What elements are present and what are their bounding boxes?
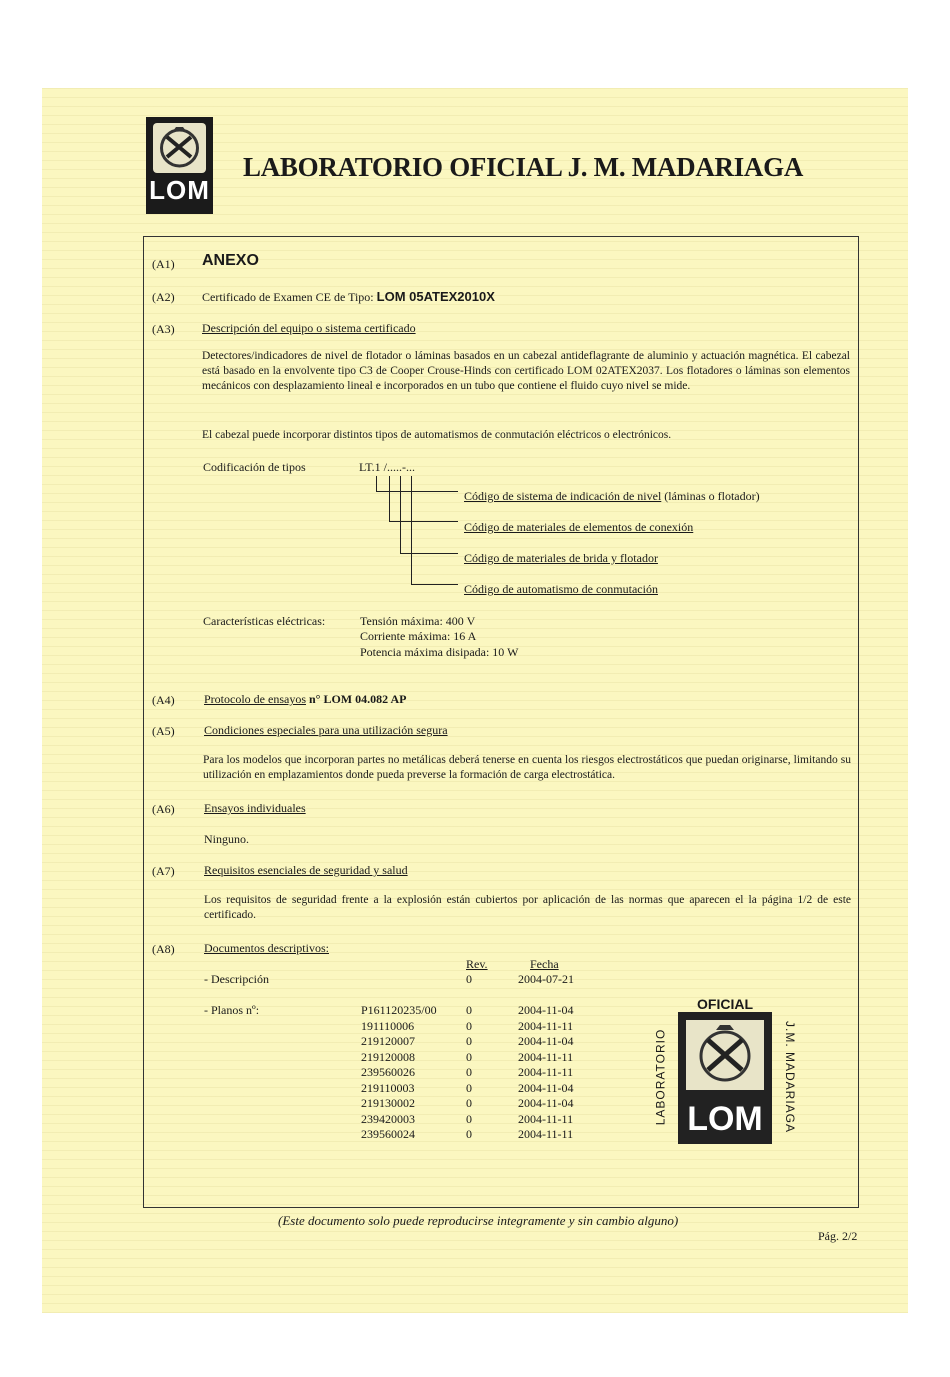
plano-rev: 0 <box>466 1003 472 1017</box>
plano-date: 2004-11-11 <box>518 1127 574 1141</box>
plano-date: 2004-11-04 <box>518 1080 574 1095</box>
official-stamp <box>650 998 800 1148</box>
date-header: Fecha <box>530 957 559 971</box>
electrical-power: Potencia máxima disipada: 10 W <box>360 645 519 659</box>
plano-date: 2004-11-11 <box>518 1065 574 1079</box>
code-item-indicacion: Código de sistema de indicación de nivel (láminas o flotador) <box>464 489 760 503</box>
a7-paragraph: Los requisitos de seguridad frente a la explosión están cubiertos por aplicación de las normas que aparecen el la página 1/2 de este certificado. <box>204 894 851 921</box>
tree-line <box>400 476 401 554</box>
tree-line <box>376 476 377 492</box>
description-rev: 0 <box>466 972 472 986</box>
plano-rev: 0 <box>466 1018 472 1033</box>
section-code-a3: (A3) <box>152 322 175 336</box>
plano-date: 2004-11-04 <box>518 1034 574 1048</box>
electrical-voltage: Tensión máxima: 400 V <box>360 614 476 628</box>
plano-date: 2004-11-11 <box>518 1111 574 1126</box>
plano-rev: 0 <box>466 1034 472 1048</box>
plano-num: 239420003 <box>361 1111 415 1126</box>
plano-num: 239560024 <box>361 1127 415 1141</box>
page-number: Pág. 2/2 <box>818 1229 858 1243</box>
plano-num: P161120235/00 <box>361 1003 437 1017</box>
laboratory-title: LABORATORIO OFICIAL J. M. MADARIAGA <box>243 152 804 182</box>
tree-line <box>411 476 412 585</box>
a3-paragraph-2: El cabezal puede incorporar distintos tipos de automatismos de conmutación eléctricos o electrónicos. <box>202 429 672 441</box>
section-code-a5: (A5) <box>152 724 175 738</box>
section-code-a4: (A4) <box>152 693 175 707</box>
stamp-logo-text: LOM <box>687 1100 763 1138</box>
lom-logo <box>146 117 213 214</box>
a7-title: Requisitos esenciales de seguridad y salud <box>204 863 408 877</box>
plano-date: 2004-11-04 <box>518 1003 574 1017</box>
section-code-a6: (A6) <box>152 802 175 816</box>
plano-rev: 0 <box>466 1096 472 1110</box>
a3-paragraph-1: Detectores/indicadores de nivel de flotador o láminas basados en un cabezal antideflagrante de aluminio y actuación magnética. El cabezal está basado en la envolvente tipo C3 de Cooper Crouse-Hinds con certificado LOM 02ATEX2037. Los flotadores o láminas son elementos mecánicos con desplazamiento lineal e incorporados en un tubo que contiene el fluido cuyo nivel se mide. <box>202 350 850 392</box>
tree-line <box>400 553 458 554</box>
a8-title: Documentos descriptivos: <box>204 941 329 955</box>
electrical-current: Corriente máxima: 16 A <box>360 629 477 643</box>
a6-text: Ninguno. <box>204 832 249 846</box>
plano-num: 219110003 <box>361 1080 415 1095</box>
a3-title: Descripción del equipo o sistema certificado <box>202 321 416 335</box>
coat-of-arms-icon <box>153 123 206 173</box>
plano-num: 219120007 <box>361 1034 415 1048</box>
stamp-top-text: OFICIAL <box>697 996 753 1012</box>
stamp-coat-of-arms-icon <box>686 1020 764 1090</box>
plano-num: 219130002 <box>361 1096 415 1110</box>
a4-protocol: Protocolo de ensayos n° LOM 04.082 AP <box>204 692 407 706</box>
footer-note: (Este documento solo puede reproducirse integramente y sin cambio alguno) <box>278 1213 679 1228</box>
plano-date: 2004-11-04 <box>518 1096 574 1110</box>
section-code-a1: (A1) <box>152 257 175 271</box>
stamp-right-text: J.M. MADARIAGA <box>783 1020 798 1134</box>
plano-rev: 0 <box>466 1065 472 1079</box>
coding-value: LT.1 /.....-... <box>359 460 415 474</box>
code-item-brida: Código de materiales de brida y flotador <box>464 551 658 565</box>
plano-date: 2004-11-11 <box>518 1049 574 1064</box>
tree-line <box>389 476 390 522</box>
plano-date: 2004-11-11 <box>518 1018 574 1033</box>
rev-header: Rev. <box>466 957 488 971</box>
plano-num: 191110006 <box>361 1018 415 1033</box>
annex-title: ANEXO <box>202 252 259 269</box>
description-label: - Descripción <box>204 972 269 986</box>
plano-rev: 0 <box>466 1080 472 1095</box>
code-item-conexion: Código de materiales de elementos de conexión <box>464 520 694 534</box>
certificate-label: Certificado de Examen CE de Tipo: LOM 05ATEX2010X <box>202 289 495 304</box>
plano-rev: 0 <box>466 1127 472 1141</box>
section-code-a7: (A7) <box>152 864 175 878</box>
tree-line <box>411 584 458 585</box>
plano-num: 219120008 <box>361 1049 415 1064</box>
a6-title: Ensayos individuales <box>204 801 306 815</box>
planos-label: - Planos nº: <box>204 1003 260 1017</box>
plano-rev: 0 <box>466 1111 472 1126</box>
a5-paragraph: Para los modelos que incorporan partes no metálicas deberá tenerse en cuenta los riesgos electrostáticos que puedan originarse, limitando su utilización en emplazamientos donde pueda preverse la formación de carga electrostática. <box>203 754 851 781</box>
code-item-conmutacion: Código de automatismo de conmutación <box>464 582 658 596</box>
plano-rev: 0 <box>466 1049 472 1064</box>
logo-text: LOM <box>149 175 210 205</box>
electrical-label: Características eléctricas: <box>203 614 326 628</box>
section-code-a8: (A8) <box>152 942 175 956</box>
stamp-left-text: LABORATORIO <box>653 1028 668 1126</box>
a5-title: Condiciones especiales para una utilización segura <box>204 723 448 737</box>
plano-num: 239560026 <box>361 1065 415 1079</box>
description-date: 2004-07-21 <box>518 972 574 986</box>
coding-label: Codificación de tipos <box>203 460 306 474</box>
section-code-a2: (A2) <box>152 290 175 304</box>
certificate-number: LOM 05ATEX2010X <box>376 289 495 304</box>
